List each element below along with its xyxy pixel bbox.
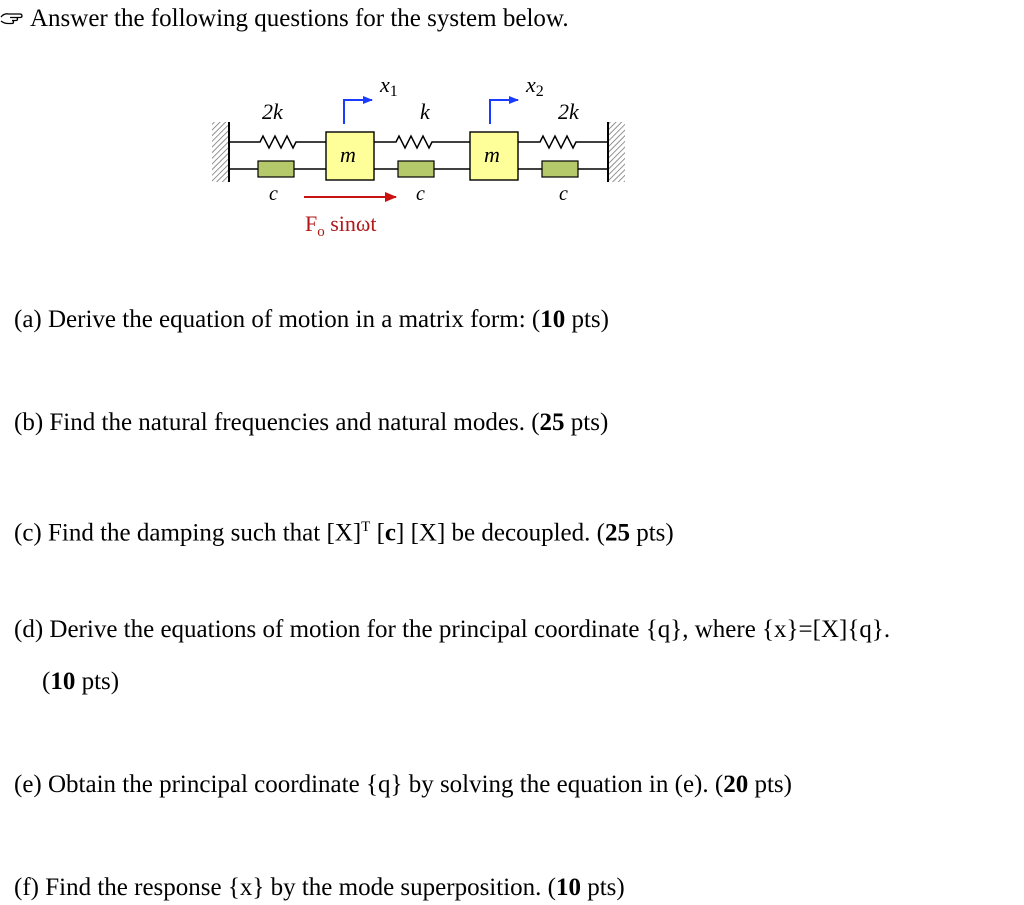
right-spring bbox=[518, 136, 608, 148]
mass-spring-damper-diagram bbox=[200, 68, 640, 248]
question-c: (c) Find the damping such that $[X]^T$ [c] [X] be decoupled. (25 pts) bbox=[14, 519, 674, 547]
label-mass-1: m bbox=[340, 142, 356, 167]
question-d-points: (10 pts) bbox=[42, 668, 120, 695]
question-b: (b) Find the natural frequencies and natural modes. (25 pts) bbox=[14, 409, 609, 436]
pointing-hand-icon bbox=[0, 9, 26, 29]
label-mass-2: m bbox=[484, 142, 500, 167]
label-x1: x1 bbox=[380, 72, 398, 100]
right-damper bbox=[518, 161, 608, 177]
label-x2: x2 bbox=[526, 72, 544, 100]
header-text: Answer the following questions for the system below. bbox=[30, 5, 569, 32]
label-k-right: 2k bbox=[558, 99, 579, 124]
label-c-right: c bbox=[559, 183, 568, 205]
label-c-mid: c bbox=[416, 183, 425, 205]
left-spring bbox=[229, 136, 326, 148]
label-k-left: 2k bbox=[262, 99, 283, 124]
right-wall bbox=[608, 122, 625, 182]
header bbox=[0, 2, 569, 36]
x1-arrow bbox=[344, 100, 372, 124]
left-wall bbox=[212, 122, 229, 182]
label-k-mid: k bbox=[420, 99, 430, 124]
question-f: (f) Find the response {x} by the mode superposition. (10 pts) bbox=[14, 874, 625, 901]
label-force: $F_o$ sinωt bbox=[305, 211, 377, 240]
question-a: (a) Derive the equation of motion in a matrix form: (10 pts) bbox=[14, 306, 609, 333]
middle-damper bbox=[374, 161, 470, 177]
question-e: (e) Obtain the principal coordinate {q} by solving the equation in (e). (20 pts) bbox=[14, 771, 792, 798]
middle-spring bbox=[374, 136, 470, 148]
question-d: (d) Derive the equations of motion for the principal coordinate {q}, where {x}=[X]{q}. bbox=[14, 616, 891, 643]
label-c-left: c bbox=[269, 183, 278, 205]
left-damper bbox=[229, 161, 326, 177]
x2-arrow bbox=[490, 100, 518, 124]
